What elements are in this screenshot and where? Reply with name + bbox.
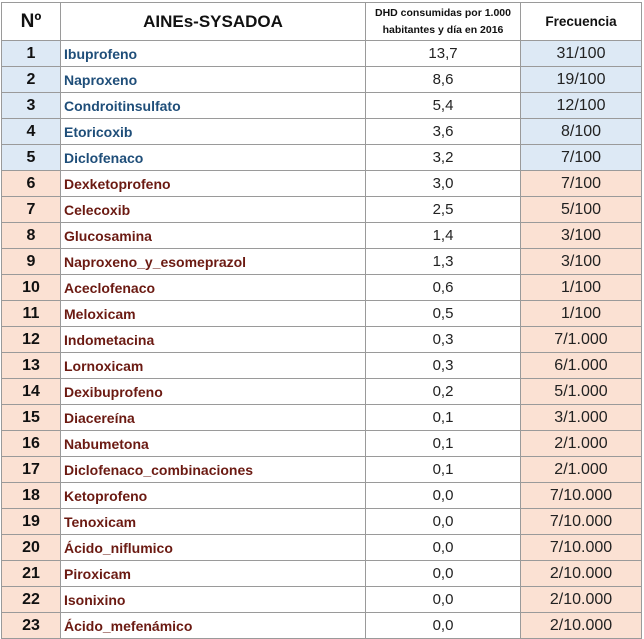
dhd-value: 0,0: [366, 613, 521, 639]
row-number: 4: [2, 119, 61, 145]
dhd-value: 0,3: [366, 327, 521, 353]
dhd-value: 0,1: [366, 457, 521, 483]
table-row: [2, 327, 642, 353]
row-number: 12: [2, 327, 61, 353]
row-number: 7: [2, 197, 61, 223]
table-row: [2, 145, 642, 171]
table-row: [2, 483, 642, 509]
table-row: [2, 561, 642, 587]
table-row: [2, 171, 642, 197]
table-row: [2, 535, 642, 561]
dhd-value: 5,4: [366, 93, 521, 119]
frequency-value: 1/100: [521, 275, 642, 301]
header-dhd-line1: DHD consumidas por 1.000: [375, 6, 511, 19]
frequency-value: 2/10.000: [521, 561, 642, 587]
drug-name: Diclofenaco_combinaciones: [61, 457, 366, 483]
table-row: [2, 249, 642, 275]
frequency-value: 7/100: [521, 145, 642, 171]
frequency-value: 3/100: [521, 249, 642, 275]
table-row: [2, 119, 642, 145]
frequency-value: 2/10.000: [521, 587, 642, 613]
drug-name: Diclofenaco: [61, 145, 366, 171]
table-row: [2, 197, 642, 223]
frequency-value: 1/100: [521, 301, 642, 327]
row-number: 16: [2, 431, 61, 457]
row-number: 17: [2, 457, 61, 483]
header-dhd-line2: habitantes y día en 2016: [382, 23, 504, 36]
row-number: 3: [2, 93, 61, 119]
table-row: [2, 613, 642, 639]
aines-table: [1, 2, 642, 639]
drug-name: Dexibuprofeno: [61, 379, 366, 405]
drug-name: Isonixino: [61, 587, 366, 613]
row-number: 8: [2, 223, 61, 249]
table-row: [2, 41, 642, 67]
table-row: [2, 457, 642, 483]
row-number: 19: [2, 509, 61, 535]
drug-name: Etoricoxib: [61, 119, 366, 145]
frequency-value: 12/100: [521, 93, 642, 119]
drug-name: Condroitinsulfato: [61, 93, 366, 119]
row-number: 23: [2, 613, 61, 639]
row-number: 13: [2, 353, 61, 379]
drug-name: Indometacina: [61, 327, 366, 353]
row-number: 21: [2, 561, 61, 587]
dhd-value: 3,0: [366, 171, 521, 197]
row-number: 9: [2, 249, 61, 275]
table-row: [2, 379, 642, 405]
drug-name: Naproxeno: [61, 67, 366, 93]
dhd-value: 0,0: [366, 509, 521, 535]
dhd-value: 0,0: [366, 561, 521, 587]
dhd-value: 1,4: [366, 223, 521, 249]
row-number: 15: [2, 405, 61, 431]
table-row: [2, 301, 642, 327]
table-row: [2, 275, 642, 301]
table-row: [2, 405, 642, 431]
dhd-value: 2,5: [366, 197, 521, 223]
dhd-value: 0,0: [366, 587, 521, 613]
dhd-value: 1,3: [366, 249, 521, 275]
dhd-value: 0,1: [366, 405, 521, 431]
row-number: 5: [2, 145, 61, 171]
frequency-value: 7/10.000: [521, 535, 642, 561]
table-row: [2, 93, 642, 119]
drug-name: Aceclofenaco: [61, 275, 366, 301]
drug-name: Celecoxib: [61, 197, 366, 223]
frequency-value: 31/100: [521, 41, 642, 67]
dhd-value: 0,1: [366, 431, 521, 457]
drug-name: Naproxeno_y_esomeprazol: [61, 249, 366, 275]
drug-name: Ácido_niflumico: [61, 535, 366, 561]
drug-name: Meloxicam: [61, 301, 366, 327]
table-row: [2, 223, 642, 249]
header-freq: Frecuencia: [521, 3, 642, 41]
dhd-value: 13,7: [366, 41, 521, 67]
dhd-value: 0,0: [366, 535, 521, 561]
row-number: 22: [2, 587, 61, 613]
table-body: [2, 41, 642, 639]
frequency-value: 6/1.000: [521, 353, 642, 379]
drug-name: Ibuprofeno: [61, 41, 366, 67]
row-number: 18: [2, 483, 61, 509]
drug-name: Ácido_mefenámico: [61, 613, 366, 639]
row-number: 11: [2, 301, 61, 327]
frequency-value: 7/100: [521, 171, 642, 197]
frequency-value: 5/100: [521, 197, 642, 223]
header-name: AINEs-SYSADOA: [61, 3, 366, 41]
row-number: 14: [2, 379, 61, 405]
frequency-value: 2/1.000: [521, 431, 642, 457]
header-dhd: [366, 3, 521, 41]
frequency-value: 7/1.000: [521, 327, 642, 353]
dhd-value: 0,2: [366, 379, 521, 405]
dhd-value: 0,0: [366, 483, 521, 509]
frequency-value: 3/1.000: [521, 405, 642, 431]
header-row: [2, 3, 642, 41]
row-number: 1: [2, 41, 61, 67]
table-row: [2, 67, 642, 93]
drug-name: Dexketoprofeno: [61, 171, 366, 197]
frequency-value: 3/100: [521, 223, 642, 249]
table-header: [2, 3, 642, 41]
drug-name: Tenoxicam: [61, 509, 366, 535]
drug-name: Glucosamina: [61, 223, 366, 249]
table-row: [2, 353, 642, 379]
drug-name: Ketoprofeno: [61, 483, 366, 509]
frequency-value: 7/10.000: [521, 509, 642, 535]
table-row: [2, 509, 642, 535]
drug-name: Lornoxicam: [61, 353, 366, 379]
dhd-value: 0,6: [366, 275, 521, 301]
drug-name: Nabumetona: [61, 431, 366, 457]
header-num: Nº: [2, 3, 61, 41]
row-number: 20: [2, 535, 61, 561]
dhd-value: 0,5: [366, 301, 521, 327]
frequency-value: 5/1.000: [521, 379, 642, 405]
row-number: 6: [2, 171, 61, 197]
row-number: 10: [2, 275, 61, 301]
frequency-value: 2/10.000: [521, 613, 642, 639]
frequency-value: 7/10.000: [521, 483, 642, 509]
dhd-value: 3,2: [366, 145, 521, 171]
frequency-value: 2/1.000: [521, 457, 642, 483]
drug-name: Diacereína: [61, 405, 366, 431]
drug-name: Piroxicam: [61, 561, 366, 587]
dhd-value: 3,6: [366, 119, 521, 145]
dhd-value: 8,6: [366, 67, 521, 93]
row-number: 2: [2, 67, 61, 93]
dhd-value: 0,3: [366, 353, 521, 379]
table-row: [2, 431, 642, 457]
frequency-value: 19/100: [521, 67, 642, 93]
table-row: [2, 587, 642, 613]
frequency-value: 8/100: [521, 119, 642, 145]
